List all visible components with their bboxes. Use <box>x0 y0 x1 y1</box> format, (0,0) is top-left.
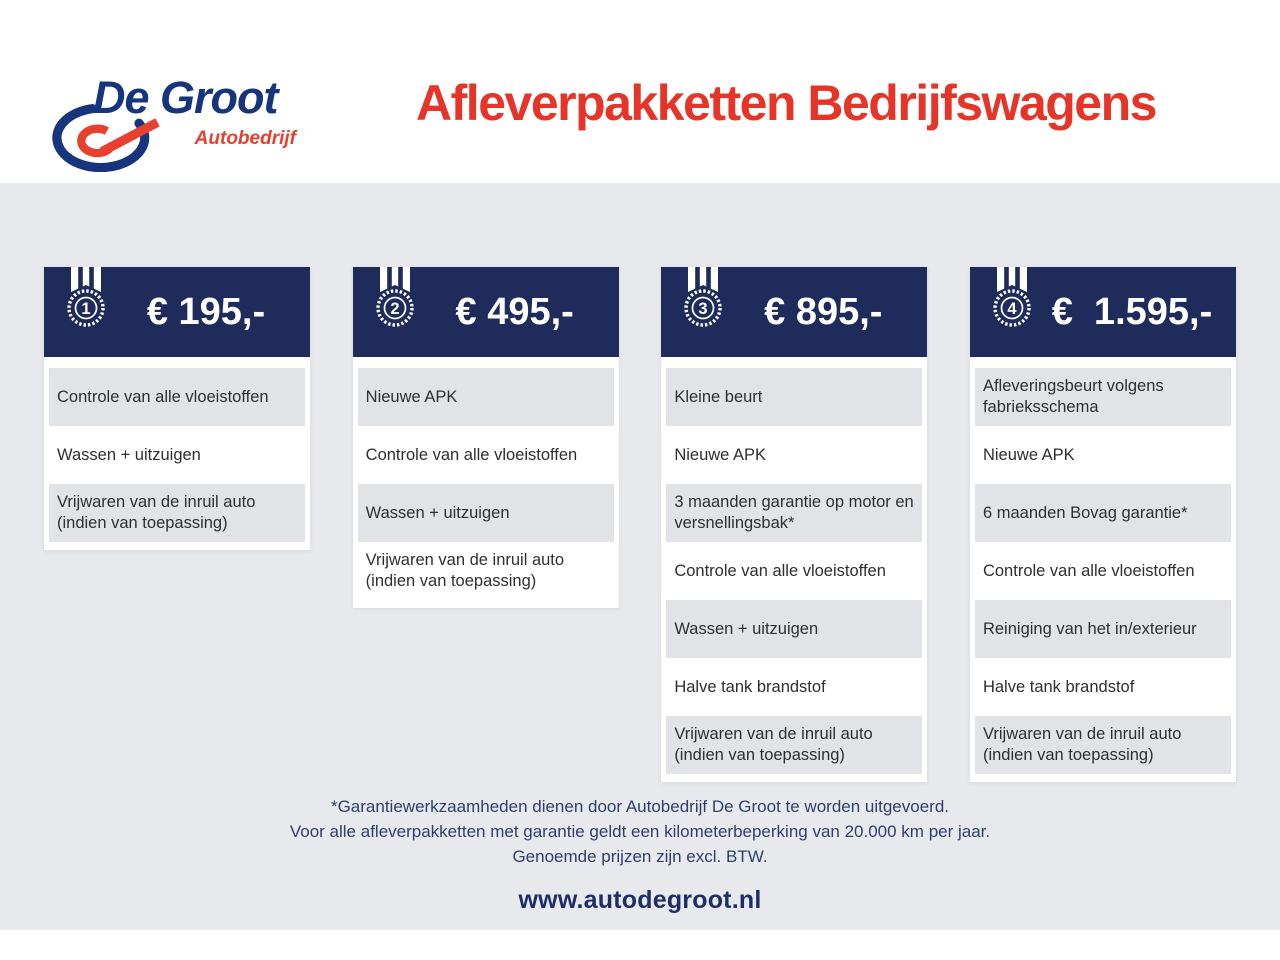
package-price: € 1.595,- <box>1051 290 1213 333</box>
page-title: Afleverpakketten Bedrijfswagens <box>416 74 1156 131</box>
package-item: 6 maanden Bovag garantie* <box>975 484 1231 542</box>
package-card-body <box>44 357 310 550</box>
medal-number: 2 <box>390 300 400 318</box>
package-card-header <box>661 267 927 357</box>
content-band <box>0 183 1280 930</box>
package-item: Controle van alle vloeistoffen <box>666 542 922 600</box>
package-item: Vrijwaren van de inruil auto (indien van toepassing) <box>49 484 305 542</box>
package-item: Nieuwe APK <box>975 426 1231 484</box>
package-card <box>44 267 310 550</box>
package-card-header <box>353 267 619 357</box>
medal-icon <box>369 267 421 329</box>
footer-note: *Garantiewerkzaamheden dienen door Autobedrijf De Groot te worden uitgevoerd. <box>330 797 950 816</box>
footer-note: Genoemde prijzen zijn excl. BTW. <box>512 847 768 866</box>
package-price: € 495,- <box>455 290 574 333</box>
package-item: Controle van alle vloeistoffen <box>975 542 1231 600</box>
package-card-body <box>353 357 619 608</box>
package-item: Controle van alle vloeistoffen <box>49 368 305 426</box>
package-card-body <box>661 357 927 782</box>
bottom-strip <box>0 930 1280 960</box>
package-item: Nieuwe APK <box>358 368 614 426</box>
package-item: Vrijwaren van de inruil auto (indien van toepassing) <box>666 716 922 774</box>
package-item: Afleveringsbeurt volgens fabrieksschema <box>975 368 1231 426</box>
footer-notes <box>0 794 1280 869</box>
medal-number: 4 <box>1007 300 1017 318</box>
header-band <box>0 0 1280 183</box>
medal-number: 1 <box>81 300 91 318</box>
logo-subtitle: Autobedrijf <box>194 128 296 149</box>
package-item: Wassen + uitzuigen <box>666 600 922 658</box>
packages-grid <box>0 267 1280 782</box>
package-card-header <box>970 267 1236 357</box>
package-item: Controle van alle vloeistoffen <box>358 426 614 484</box>
package-item: Halve tank brandstof <box>975 658 1231 716</box>
medal-number: 3 <box>698 300 708 318</box>
package-item: Vrijwaren van de inruil auto (indien van toepassing) <box>975 716 1231 774</box>
logo-title: De Groot <box>93 72 278 123</box>
medal-icon <box>986 267 1038 329</box>
medal-icon <box>677 267 729 329</box>
package-item: Reiniging van het in/exterieur <box>975 600 1231 658</box>
logo <box>44 0 306 183</box>
package-card-body <box>970 357 1236 782</box>
package-card <box>970 267 1236 782</box>
footer-note: Voor alle afleverpakketten met garantie geldt een kilometerbeperking van 20.000 km per jaar. <box>289 822 991 841</box>
package-card <box>661 267 927 782</box>
package-card <box>353 267 619 608</box>
package-item: Nieuwe APK <box>666 426 922 484</box>
package-price: € 895,- <box>764 290 883 333</box>
package-item: Wassen + uitzuigen <box>358 484 614 542</box>
website-link[interactable]: www.autodegroot.nl <box>518 886 762 914</box>
package-item: Vrijwaren van de inruil auto (indien van toepassing) <box>358 542 614 600</box>
package-item: 3 maanden garantie op motor en versnellingsbak* <box>666 484 922 542</box>
package-item: Wassen + uitzuigen <box>49 426 305 484</box>
package-card-header <box>44 267 310 357</box>
package-item: Kleine beurt <box>666 368 922 426</box>
package-price: € 195,- <box>146 290 266 333</box>
package-item: Halve tank brandstof <box>666 658 922 716</box>
medal-icon <box>60 267 112 329</box>
